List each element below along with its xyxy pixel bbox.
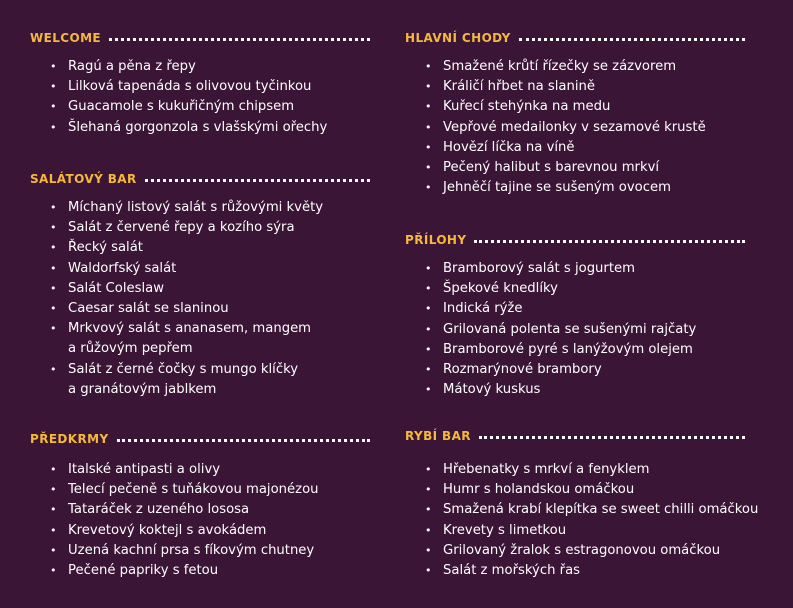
menu-item <box>50 460 408 480</box>
menu-item <box>425 360 783 380</box>
menu-item-text: Salát z černé čočky s mungo klíčky <box>68 361 299 377</box>
menu-item-text: Hovězí líčka na víně <box>443 139 575 155</box>
menu-item <box>50 360 408 400</box>
menu-item-text: Salát z mořských řas <box>443 563 581 579</box>
bullet-icon: • <box>50 463 57 476</box>
menu-item <box>425 97 783 117</box>
menu-item-text: Guacamole s kukuřičným chipsem <box>68 99 295 115</box>
menu-item <box>50 238 408 258</box>
menu-item-text: Kuřecí stehýnka na medu <box>443 99 611 115</box>
menu-item-text: Krevetový koktejl s avokádem <box>68 522 267 538</box>
section-title: RYBÍ BAR <box>405 429 471 443</box>
dotted-leader <box>145 179 370 182</box>
bullet-icon: • <box>425 161 432 175</box>
bullet-icon: • <box>425 181 432 195</box>
bullet-icon: • <box>50 503 57 517</box>
menu-item-text: Grilovaný žralok s estragonovou omáčkou <box>443 542 721 558</box>
menu-item-text: Šlehaná gorgonzola s vlašskými ořechy <box>68 119 328 135</box>
bullet-icon: • <box>50 120 57 134</box>
section-title: WELCOME <box>30 31 102 45</box>
section-heading <box>405 428 745 444</box>
menu-item-text: Salát z červené řepy a kozího sýra <box>68 220 295 236</box>
menu-item <box>425 77 783 97</box>
menu-item <box>425 259 783 279</box>
menu-item-text: a granátovým jablkem <box>68 381 217 397</box>
menu-item-text: Waldorfský salát <box>68 260 177 276</box>
section-title: SALÁTOVÝ BAR <box>30 172 137 186</box>
menu-item <box>425 320 783 340</box>
menu-item-text: Mrkvový salát s ananasem, mangem <box>68 321 312 337</box>
menu-item <box>50 561 408 581</box>
bullet-icon: • <box>50 322 57 336</box>
menu-item <box>425 541 783 561</box>
menu-item-text: Bramborový salát s jogurtem <box>443 261 635 276</box>
menu-item-text: Vepřové medailonky v sezamové krustě <box>443 119 706 135</box>
menu-item <box>50 77 408 97</box>
bullet-icon: • <box>425 100 432 114</box>
bullet-icon: • <box>425 282 432 296</box>
bullet-icon: • <box>50 564 57 578</box>
menu-item <box>50 279 408 299</box>
menu-item-text: Bramborové pyré s lanýžovým olejem <box>443 341 693 357</box>
bullet-icon: • <box>425 463 432 476</box>
bullet-icon: • <box>425 503 432 517</box>
menu-item-list <box>50 198 408 400</box>
menu-item <box>50 57 408 77</box>
menu-item <box>425 521 783 541</box>
bullet-icon: • <box>50 362 57 376</box>
menu-item-text: Caesar salát se slaninou <box>68 301 229 317</box>
menu-item <box>50 500 408 520</box>
menu-section <box>30 431 370 579</box>
menu-item <box>50 198 408 218</box>
menu-item <box>425 480 783 500</box>
bullet-icon: • <box>50 543 57 557</box>
section-heading <box>30 431 370 447</box>
menu-item <box>425 118 783 138</box>
menu-item <box>50 118 408 138</box>
menu-item <box>50 521 408 541</box>
dotted-leader <box>109 38 370 41</box>
menu-item <box>50 259 408 279</box>
dotted-leader <box>474 240 745 243</box>
menu-item-text: Špekové knedlíky <box>443 281 558 297</box>
menu-item-list <box>50 57 408 138</box>
bullet-icon: • <box>425 523 432 537</box>
menu-section <box>30 30 370 135</box>
menu-item <box>50 97 408 117</box>
dotted-leader <box>117 439 370 442</box>
menu-item-text: Mátový kuskus <box>443 382 541 398</box>
bullet-icon: • <box>425 342 432 356</box>
bullet-icon: • <box>50 261 57 275</box>
section-title: HLAVNÍ CHODY <box>405 31 511 45</box>
menu-item-text: Smažená krabí klepítka se sweet chilli omáčkou <box>443 502 759 518</box>
menu-item <box>425 57 783 77</box>
bullet-icon: • <box>425 383 432 397</box>
menu-item-text: Salát Coleslaw <box>68 280 165 296</box>
menu-item-text: Telecí pečeně s tuňákovou majonézou <box>68 482 319 498</box>
dotted-leader <box>519 38 745 41</box>
menu-section <box>405 30 745 196</box>
menu-item-text: Hřebenatky s mrkví a fenyklem <box>443 462 650 477</box>
menu-item-text: Pečený halibut s barevnou mrkví <box>443 160 660 176</box>
bullet-icon: • <box>425 120 432 134</box>
menu-item <box>425 460 783 480</box>
menu-item-text: Ragú a pěna z řepy <box>68 59 196 74</box>
bullet-icon: • <box>50 483 57 497</box>
bullet-icon: • <box>425 60 432 73</box>
menu-item <box>425 138 783 158</box>
bullet-icon: • <box>425 483 432 497</box>
menu-item-list <box>425 259 783 400</box>
menu-item <box>50 218 408 238</box>
menu-item <box>50 541 408 561</box>
bullet-icon: • <box>425 322 432 336</box>
menu-item-text: Pečené papriky s fetou <box>68 563 219 579</box>
menu-item-text: Italské antipasti a olivy <box>68 462 221 477</box>
menu-item-text: Grilovaná polenta se sušenými rajčaty <box>443 321 697 337</box>
menu-item-text: Rozmarýnové brambory <box>443 362 602 378</box>
bullet-icon: • <box>425 543 432 557</box>
menu-item-text: Řecký salát <box>68 240 143 256</box>
bullet-icon: • <box>50 523 57 537</box>
menu-item <box>50 299 408 319</box>
menu-item <box>425 299 783 319</box>
bullet-icon: • <box>50 221 57 235</box>
bullet-icon: • <box>50 201 57 214</box>
section-title: PŘÍLOHY <box>405 233 467 247</box>
menu-item-text: Indická rýže <box>443 301 523 317</box>
menu-item-list <box>50 460 408 581</box>
menu-item <box>425 178 783 198</box>
bullet-icon: • <box>425 564 432 578</box>
menu-item-text: Uzená kachní prsa s fíkovým chutney <box>68 542 315 558</box>
menu-item <box>425 340 783 360</box>
menu-item <box>425 561 783 581</box>
menu-item <box>50 480 408 500</box>
section-heading <box>405 232 745 248</box>
menu-item <box>425 380 783 400</box>
bullet-icon: • <box>50 241 57 255</box>
menu-item <box>425 500 783 520</box>
menu-item <box>425 279 783 299</box>
menu-item-text: Jehněčí tajine se sušeným ovocem <box>443 180 671 196</box>
section-heading <box>30 30 370 46</box>
bullet-icon: • <box>50 302 57 316</box>
menu-item-text: Smažené krůtí řízečky se zázvorem <box>443 59 677 74</box>
menu-item <box>425 158 783 178</box>
menu-item <box>50 319 408 359</box>
bullet-icon: • <box>425 363 432 377</box>
menu-item-text: Králičí hřbet na slanině <box>443 79 595 95</box>
bullet-icon: • <box>50 80 57 94</box>
menu-section <box>405 428 759 579</box>
section-title: PŘEDKRMY <box>30 432 109 446</box>
menu-item-text: Lilková tapenáda s olivovou tyčinkou <box>68 79 312 95</box>
bullet-icon: • <box>425 80 432 94</box>
menu-item-list <box>425 57 783 198</box>
menu-item-text: Míchaný listový salát s růžovými květy <box>68 200 324 215</box>
dotted-leader <box>479 436 745 439</box>
bullet-icon: • <box>50 100 57 114</box>
menu-item-text: a růžovým pepřem <box>68 341 193 357</box>
bullet-icon: • <box>50 60 57 73</box>
menu-item-text: Humr s holandskou omáčkou <box>443 482 635 498</box>
menu-section <box>30 171 370 397</box>
menu-item-text: Tataráček z uzeného lososa <box>68 502 250 518</box>
section-heading <box>405 30 745 46</box>
menu-section <box>405 232 745 398</box>
bullet-icon: • <box>425 262 432 275</box>
menu-item-list <box>425 460 783 581</box>
bullet-icon: • <box>425 302 432 316</box>
section-heading <box>30 171 370 187</box>
bullet-icon: • <box>425 140 432 154</box>
bullet-icon: • <box>50 281 57 295</box>
menu-item-text: Krevety s limetkou <box>443 522 567 538</box>
